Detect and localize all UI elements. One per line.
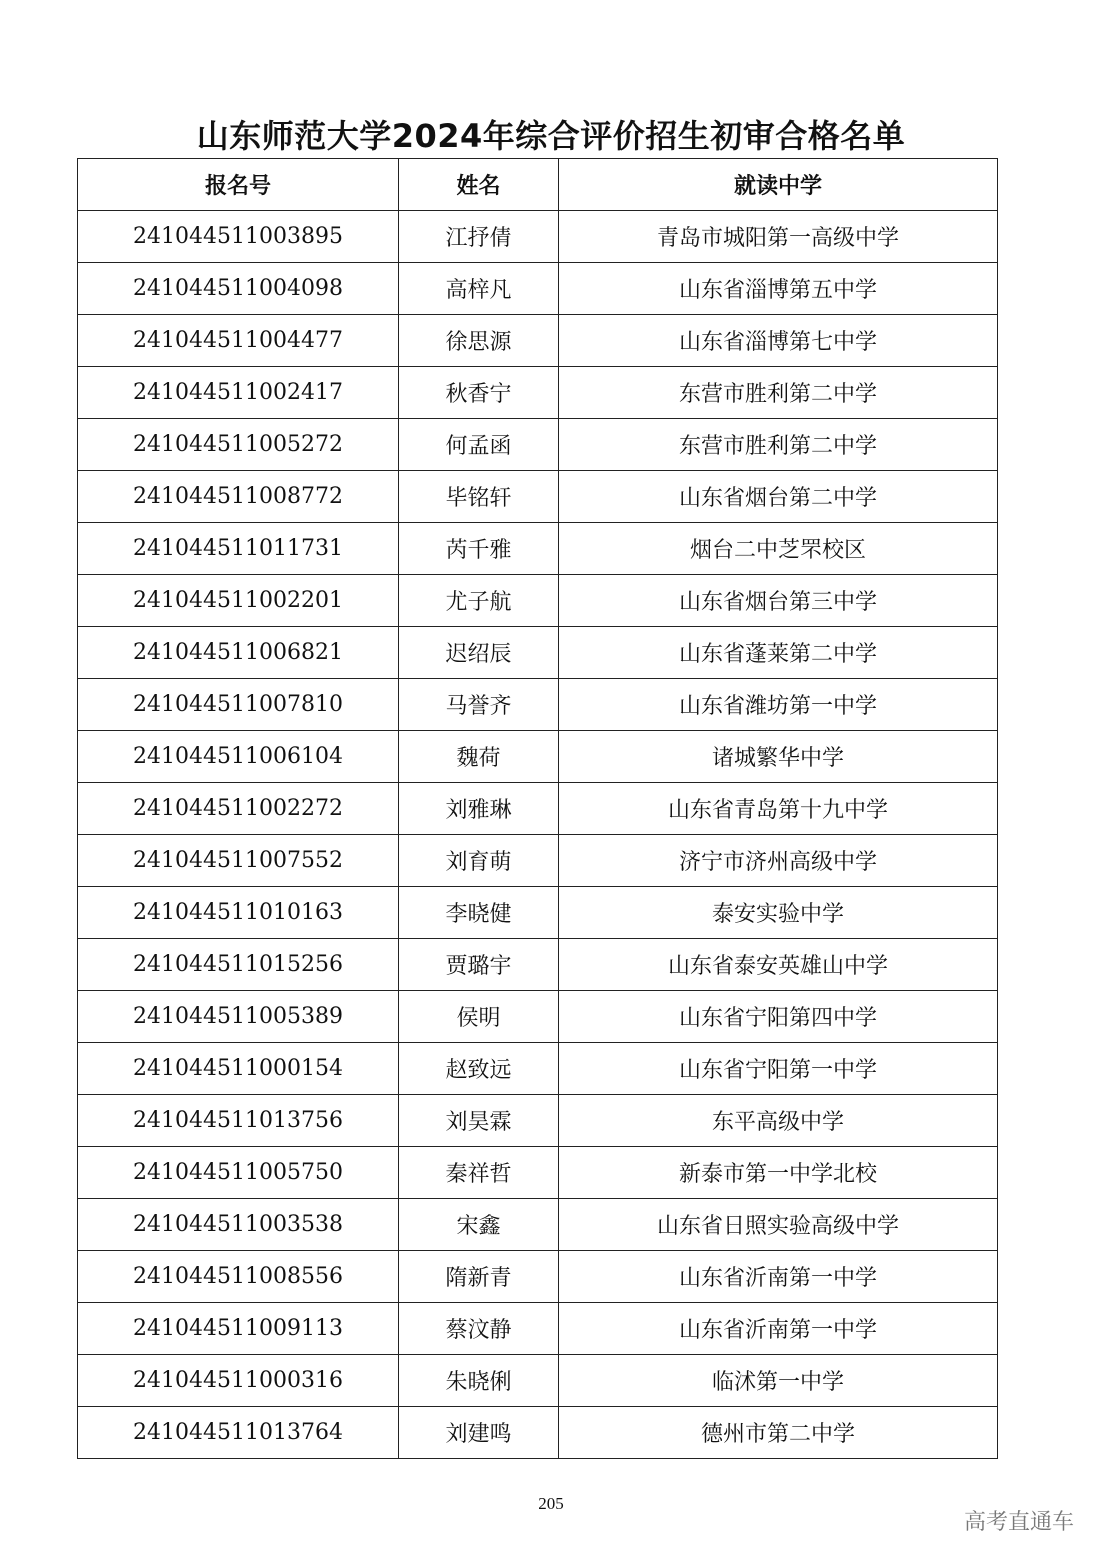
student-name-cell: 江抒倩 — [399, 211, 559, 263]
page-number: 205 — [538, 1494, 564, 1513]
student-name-cell: 李晓健 — [399, 887, 559, 939]
table-row — [78, 1251, 998, 1303]
header-row — [78, 159, 998, 211]
admission-list-table — [77, 158, 998, 1459]
registration-no-cell: 241044511003538 — [78, 1199, 399, 1251]
school-cell: 山东省烟台第二中学 — [559, 471, 998, 523]
student-name-cell: 芮千雅 — [399, 523, 559, 575]
table-row — [78, 315, 998, 367]
student-name-cell: 徐思源 — [399, 315, 559, 367]
registration-no-cell: 241044511015256 — [78, 939, 399, 991]
table-row — [78, 1095, 998, 1147]
school-cell: 山东省青岛第十九中学 — [559, 783, 998, 835]
table-row — [78, 731, 998, 783]
school-cell: 烟台二中芝罘校区 — [559, 523, 998, 575]
student-name-cell: 高梓凡 — [399, 263, 559, 315]
school-cell: 山东省泰安英雄山中学 — [559, 939, 998, 991]
table-header — [78, 159, 998, 211]
registration-no-cell: 241044511005750 — [78, 1147, 399, 1199]
table-row — [78, 679, 998, 731]
school-cell: 山东省宁阳第一中学 — [559, 1043, 998, 1095]
table-row — [78, 1199, 998, 1251]
school-cell: 东营市胜利第二中学 — [559, 367, 998, 419]
student-name-cell: 赵致远 — [399, 1043, 559, 1095]
student-name-cell: 宋鑫 — [399, 1199, 559, 1251]
student-name-cell: 魏荷 — [399, 731, 559, 783]
table-row — [78, 1355, 998, 1407]
table-body — [78, 211, 998, 1459]
registration-no-cell: 241044511007552 — [78, 835, 399, 887]
registration-no-cell: 241044511004098 — [78, 263, 399, 315]
table-row — [78, 991, 998, 1043]
school-cell: 德州市第二中学 — [559, 1407, 998, 1459]
registration-no-cell: 241044511003895 — [78, 211, 399, 263]
table-row — [78, 835, 998, 887]
school-cell: 山东省沂南第一中学 — [559, 1251, 998, 1303]
student-name-cell: 毕铭轩 — [399, 471, 559, 523]
student-name-cell: 隋新青 — [399, 1251, 559, 1303]
school-cell: 山东省蓬莱第二中学 — [559, 627, 998, 679]
school-cell: 临沭第一中学 — [559, 1355, 998, 1407]
student-name-cell: 朱晓俐 — [399, 1355, 559, 1407]
registration-no-cell: 241044511013756 — [78, 1095, 399, 1147]
registration-no-cell: 241044511008556 — [78, 1251, 399, 1303]
registration-no-cell: 241044511002201 — [78, 575, 399, 627]
school-cell: 山东省淄博第七中学 — [559, 315, 998, 367]
school-cell: 泰安实验中学 — [559, 887, 998, 939]
column-header-name: 姓名 — [399, 159, 559, 211]
table-row — [78, 367, 998, 419]
student-name-cell: 何孟函 — [399, 419, 559, 471]
student-name-cell: 贾璐宇 — [399, 939, 559, 991]
school-cell: 新泰市第一中学北校 — [559, 1147, 998, 1199]
watermark-text: 高考直通车 — [963, 1510, 1074, 1535]
registration-no-cell: 241044511004477 — [78, 315, 399, 367]
school-cell: 山东省沂南第一中学 — [559, 1303, 998, 1355]
table-row — [78, 1043, 998, 1095]
registration-no-cell: 241044511007810 — [78, 679, 399, 731]
registration-no-cell: 241044511002272 — [78, 783, 399, 835]
column-header-registration-no: 报名号 — [78, 159, 399, 211]
registration-no-cell: 241044511002417 — [78, 367, 399, 419]
school-cell: 山东省宁阳第四中学 — [559, 991, 998, 1043]
student-name-cell: 尤子航 — [399, 575, 559, 627]
student-name-cell: 刘雅琳 — [399, 783, 559, 835]
table-row — [78, 263, 998, 315]
registration-no-cell: 241044511000316 — [78, 1355, 399, 1407]
registration-no-cell: 241044511006821 — [78, 627, 399, 679]
table-row — [78, 211, 998, 263]
school-cell: 东营市胜利第二中学 — [559, 419, 998, 471]
column-header-school: 就读中学 — [559, 159, 998, 211]
registration-no-cell: 241044511009113 — [78, 1303, 399, 1355]
school-cell: 诸城繁华中学 — [559, 731, 998, 783]
student-name-cell: 迟绍辰 — [399, 627, 559, 679]
student-name-cell: 马誉齐 — [399, 679, 559, 731]
student-name-cell: 刘育萌 — [399, 835, 559, 887]
table-row — [78, 1407, 998, 1459]
page-title: 山东师范大学2024年综合评价招生初审合格名单 — [196, 117, 906, 155]
registration-no-cell: 241044511006104 — [78, 731, 399, 783]
table-row — [78, 419, 998, 471]
school-cell: 东平高级中学 — [559, 1095, 998, 1147]
registration-no-cell: 241044511013764 — [78, 1407, 399, 1459]
student-name-cell: 秋香宁 — [399, 367, 559, 419]
school-cell: 山东省烟台第三中学 — [559, 575, 998, 627]
student-name-cell: 刘建鸣 — [399, 1407, 559, 1459]
table-row — [78, 783, 998, 835]
registration-no-cell: 241044511005272 — [78, 419, 399, 471]
student-name-cell: 刘昊霖 — [399, 1095, 559, 1147]
table-row — [78, 1147, 998, 1199]
table-row — [78, 575, 998, 627]
registration-no-cell: 241044511011731 — [78, 523, 399, 575]
table-row — [78, 1303, 998, 1355]
table-row — [78, 471, 998, 523]
student-name-cell: 侯明 — [399, 991, 559, 1043]
school-cell: 山东省潍坊第一中学 — [559, 679, 998, 731]
school-cell: 山东省日照实验高级中学 — [559, 1199, 998, 1251]
school-cell: 济宁市济州高级中学 — [559, 835, 998, 887]
registration-no-cell: 241044511008772 — [78, 471, 399, 523]
school-cell: 山东省淄博第五中学 — [559, 263, 998, 315]
registration-no-cell: 241044511000154 — [78, 1043, 399, 1095]
table-row — [78, 627, 998, 679]
registration-no-cell: 241044511005389 — [78, 991, 399, 1043]
registration-no-cell: 241044511010163 — [78, 887, 399, 939]
table-row — [78, 887, 998, 939]
student-name-cell: 秦祥哲 — [399, 1147, 559, 1199]
school-cell: 青岛市城阳第一高级中学 — [559, 211, 998, 263]
table-row — [78, 939, 998, 991]
student-name-cell: 蔡汶静 — [399, 1303, 559, 1355]
table-row — [78, 523, 998, 575]
